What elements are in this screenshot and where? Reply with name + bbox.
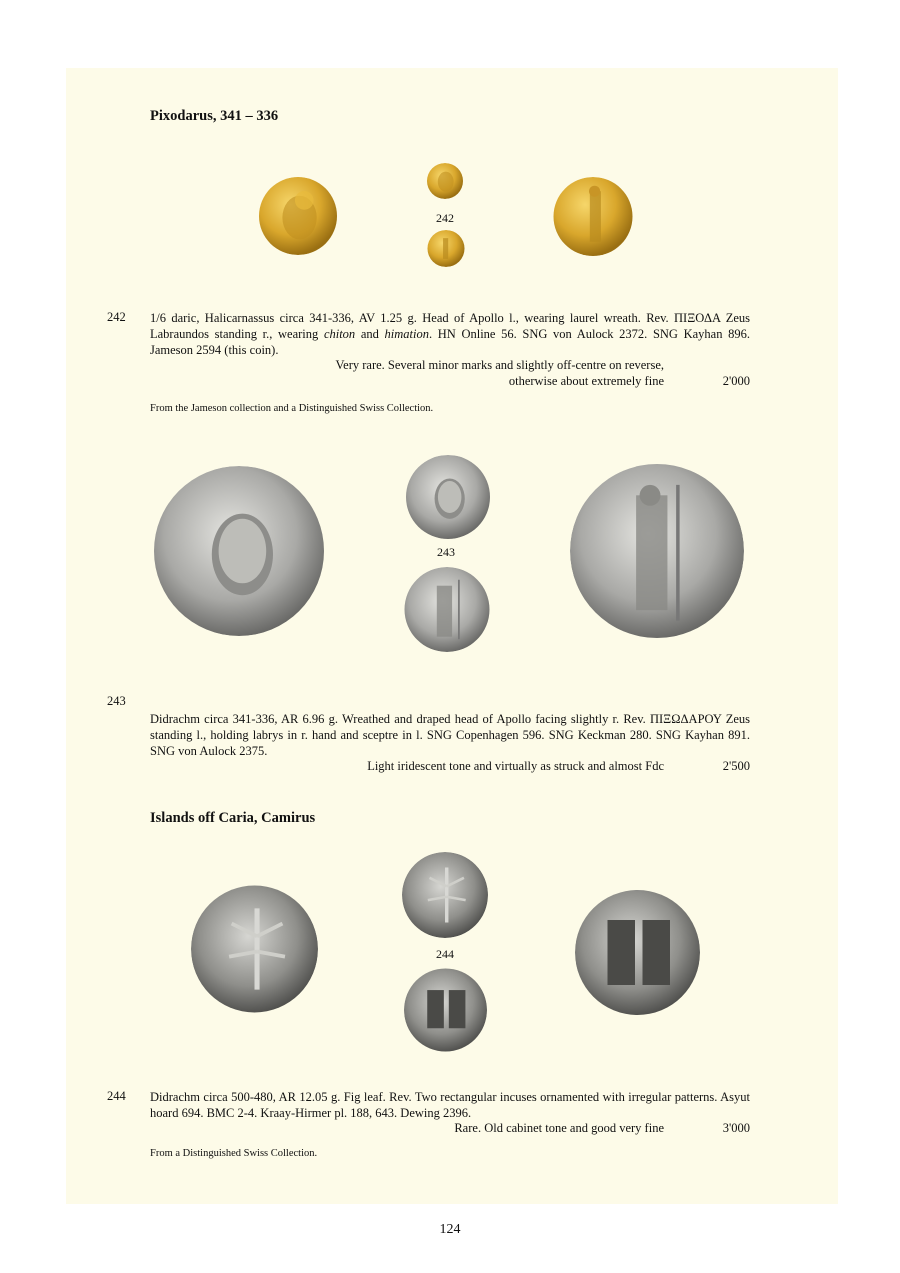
coin-243-obverse-small [403,455,493,539]
lot-243-image-label: 243 [437,545,455,559]
lot-243-number: 243 [107,694,126,708]
lot-242-description: 1/6 daric, Halicarnassus circa 341-336, AV 1.25 g. Head of Apollo l., wearing laurel wreath. Rev. ΠΙΞΟΔΑ Zeus Labraundos standing r., wearing chiton and himation. HN Online 56. SNG von Aulock 2372. SNG Kayhan 896. Jameson 2594 (this coin). [150,311,750,357]
lot-244-description: Didrachm circa 500-480, AR 12.05 g. Fig leaf. Rev. Two rectangular incuses ornamented with irregular patterns. Asyut hoard 694. BMC 2-4. Kraay-Hirmer pl. 188, 643. Dewing 2396. [150,1090,750,1120]
coin-242-obverse-small [426,163,464,199]
coin-243-reverse-small [403,567,491,652]
coin-243-reverse-large [570,463,744,639]
section-heading-camirus: Islands off Caria, Camirus [150,810,316,826]
coin-244-reverse-small [404,967,487,1053]
lot-243-price: 2'500 [722,759,750,773]
lot-242-provenance: From the Jameson collection and a Distinguished Swiss Collection. [150,403,434,414]
coin-243-obverse-large [150,466,328,636]
lot-242-image-label: 242 [436,211,454,225]
lot-244-price: 3'000 [722,1121,750,1135]
section-heading-pixodarus: Pixodarus, 341 – 336 [150,108,279,124]
coin-244-obverse-small [402,852,488,938]
page-number: 124 [439,1222,461,1237]
lot-242-condition-line2: otherwise about extremely fine [508,374,664,388]
lot-242-number: 242 [107,310,126,324]
lot-244-provenance: From a Distinguished Swiss Collection. [150,1148,318,1159]
coin-242-obverse-large [258,177,338,255]
coin-244-obverse-large [191,885,318,1013]
coin-244-reverse-large [575,886,700,1019]
lot-244-condition: Rare. Old cabinet tone and good very fine [454,1121,664,1135]
lot-244-image-label: 244 [436,947,454,961]
lot-242-price: 2'000 [722,374,750,388]
lot-243-description: Didrachm circa 341-336, AR 6.96 g. Wreathed and draped head of Apollo facing slightly r. Rev. ΠΙΞΩΔΑΡΟΥ Zeus standing l., holding labrys in r. hand and sceptre in l. SNG Copenhagen 596. SNG Keckman 280. SNG Kayhan 891. SNG von Aulock 2375. [150,712,750,758]
coin-242-reverse-small [426,230,466,267]
lot-243-condition: Light iridescent tone and virtually as struck and almost Fdc [367,759,664,773]
coin-242-reverse-large [552,177,634,256]
lot-244-number: 244 [107,1089,126,1103]
lot-242-condition-line1: Very rare. Several minor marks and slightly off-centre on reverse, [335,358,664,372]
